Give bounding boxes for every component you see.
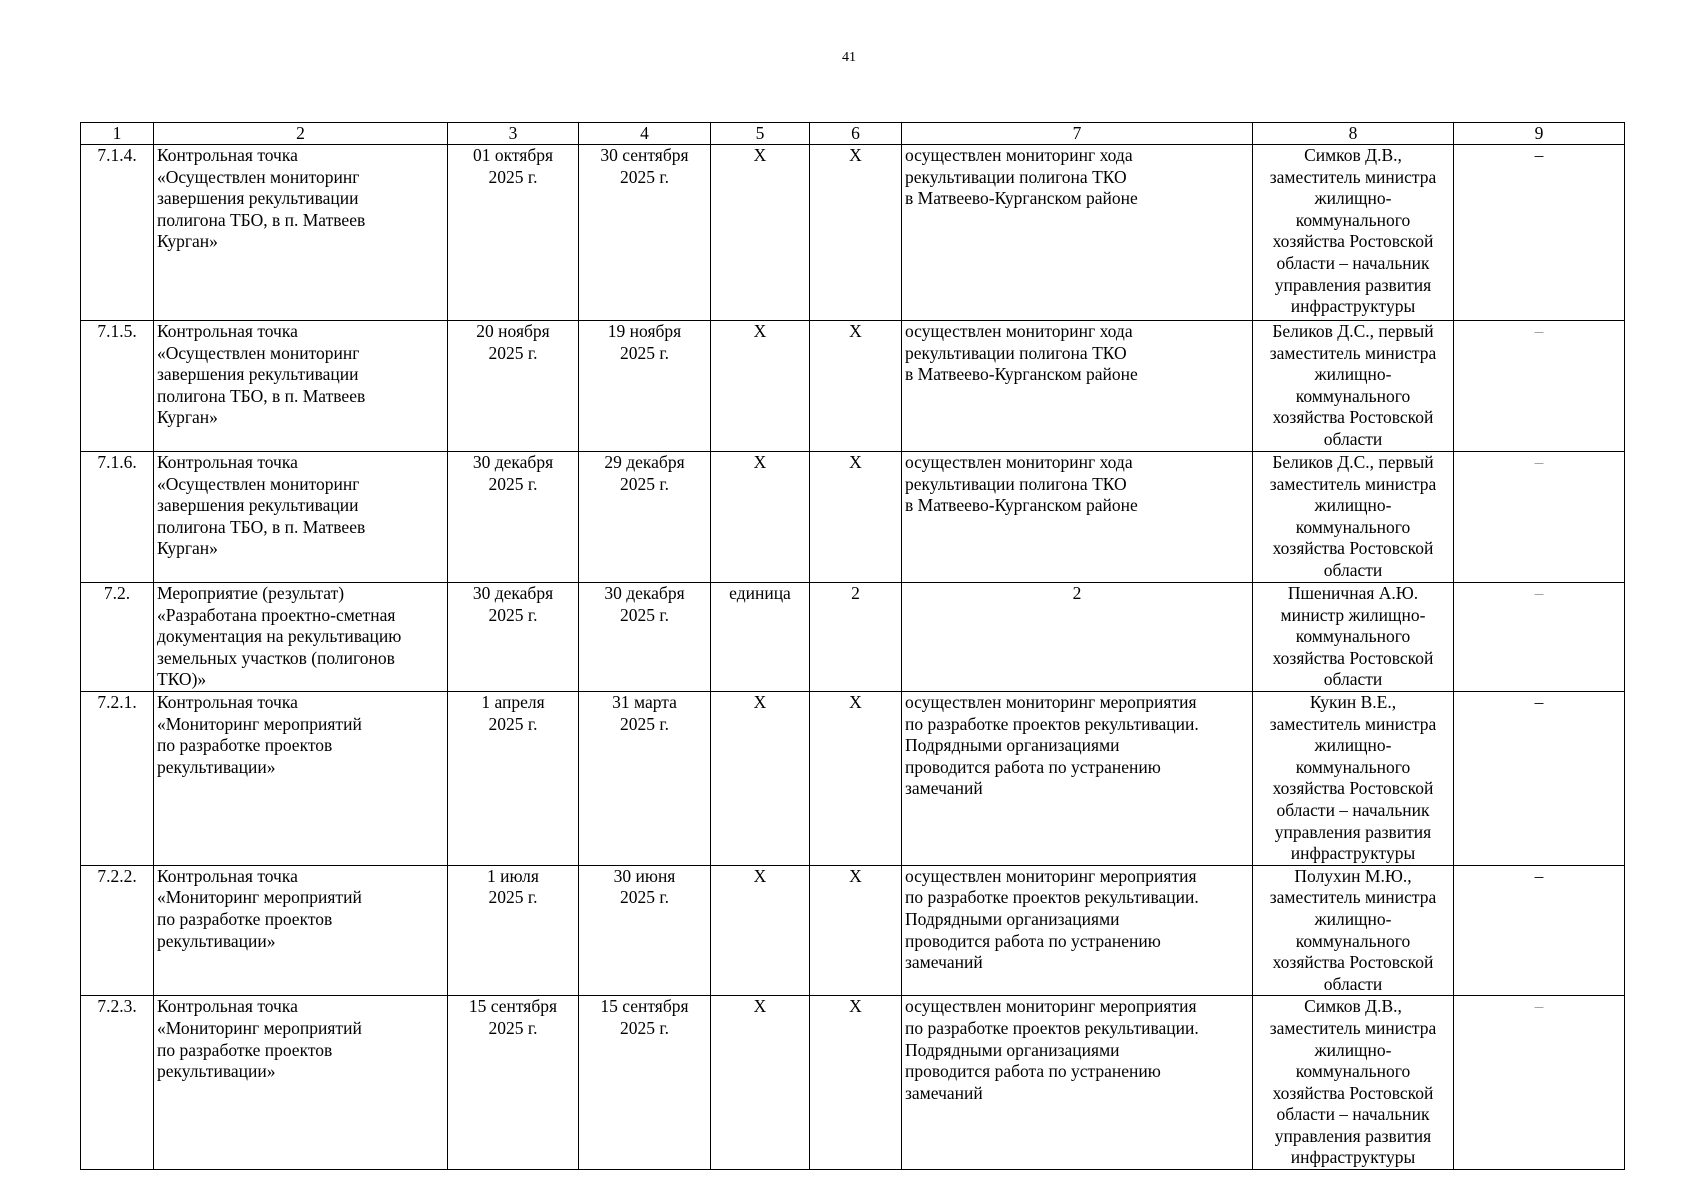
- row-date-start: 30 декабря 2025 г.: [448, 452, 579, 583]
- row-date-end: 31 марта 2025 г.: [579, 692, 711, 866]
- header-cell-5: 5: [711, 123, 810, 145]
- row-date-end: 30 июня 2025 г.: [579, 865, 711, 996]
- table-row: [81, 692, 1625, 866]
- row-number: 7.1.4.: [81, 145, 154, 321]
- table-row: [81, 321, 1625, 452]
- page-number: 41: [842, 50, 856, 65]
- row-date-start: 1 июля 2025 г.: [448, 865, 579, 996]
- row-col5: Х: [711, 321, 810, 452]
- row-date-end: 15 сентября 2025 г.: [579, 996, 711, 1170]
- row-number: 7.1.5.: [81, 321, 154, 452]
- row-col9: –: [1454, 583, 1625, 692]
- row-date-start: 30 декабря 2025 г.: [448, 583, 579, 692]
- row-col7: осуществлен мониторинг мероприятия по разработке проектов рекультивации. Подрядными организациями проводится работа по устранению замечаний: [902, 692, 1253, 866]
- table-row: [81, 452, 1625, 583]
- table-row: [81, 145, 1625, 321]
- table-row: [81, 865, 1625, 996]
- row-col7: осуществлен мониторинг хода рекультивации полигона ТКО в Матвеево-Курганском районе: [902, 452, 1253, 583]
- row-col7: 2: [902, 583, 1253, 692]
- row-number: 7.2.3.: [81, 996, 154, 1170]
- row-name: Контрольная точка «Осуществлен мониторинг завершения рекультивации полигона ТБО, в п. Матвеев Курган»: [154, 145, 448, 321]
- row-date-start: 01 октября 2025 г.: [448, 145, 579, 321]
- row-col9: –: [1454, 145, 1625, 321]
- header-cell-4: 4: [579, 123, 711, 145]
- row-col7: осуществлен мониторинг хода рекультивации полигона ТКО в Матвеево-Курганском районе: [902, 321, 1253, 452]
- header-cell-2: 2: [154, 123, 448, 145]
- row-responsible: Симков Д.В., заместитель министра жилищно- коммунального хозяйства Ростовской области – начальник управления развития инфраструктуры: [1253, 996, 1454, 1170]
- row-col9: –: [1454, 996, 1625, 1170]
- row-date-end: 19 ноября 2025 г.: [579, 321, 711, 452]
- row-name: Контрольная точка «Мониторинг мероприятий по разработке проектов рекультивации»: [154, 996, 448, 1170]
- row-col7: осуществлен мониторинг мероприятия по разработке проектов рекультивации. Подрядными организациями проводится работа по устранению замечаний: [902, 996, 1253, 1170]
- header-cell-3: 3: [448, 123, 579, 145]
- row-unit: единица: [711, 583, 810, 692]
- row-col9: –: [1454, 692, 1625, 866]
- plan-table: [80, 122, 1625, 1170]
- header-cell-1: 1: [81, 123, 154, 145]
- row-date-end: 30 сентября 2025 г.: [579, 145, 711, 321]
- row-col5: Х: [711, 452, 810, 583]
- row-name: Контрольная точка «Осуществлен мониторинг завершения рекультивации полигона ТБО, в п. Матвеев Курган»: [154, 452, 448, 583]
- row-col5: Х: [711, 145, 810, 321]
- row-date-start: 15 сентября 2025 г.: [448, 996, 579, 1170]
- header-cell-8: 8: [1253, 123, 1454, 145]
- row-number: 7.2.: [81, 583, 154, 692]
- row-responsible: Беликов Д.С., первый заместитель министра жилищно- коммунального хозяйства Ростовской области: [1253, 452, 1454, 583]
- row-date-start: 20 ноября 2025 г.: [448, 321, 579, 452]
- row-number: 7.2.2.: [81, 865, 154, 996]
- row-col9: –: [1454, 452, 1625, 583]
- row-col6: 2: [810, 583, 902, 692]
- row-col6: Х: [810, 692, 902, 866]
- row-number: 7.1.6.: [81, 452, 154, 583]
- row-responsible: Беликов Д.С., первый заместитель министра жилищно- коммунального хозяйства Ростовской области: [1253, 321, 1454, 452]
- row-responsible: Симков Д.В., заместитель министра жилищно- коммунального хозяйства Ростовской области – начальник управления развития инфраструктуры: [1253, 145, 1454, 321]
- row-col9: –: [1454, 865, 1625, 996]
- header-cell-9: 9: [1454, 123, 1625, 145]
- table-row: [81, 583, 1625, 692]
- row-responsible: Кукин В.Е., заместитель министра жилищно- коммунального хозяйства Ростовской области – начальник управления развития инфраструктуры: [1253, 692, 1454, 866]
- row-name: Контрольная точка «Мониторинг мероприятий по разработке проектов рекультивации»: [154, 692, 448, 866]
- row-col6: Х: [810, 865, 902, 996]
- row-name: Контрольная точка «Осуществлен мониторинг завершения рекультивации полигона ТБО, в п. Матвеев Курган»: [154, 321, 448, 452]
- row-col7: осуществлен мониторинг хода рекультивации полигона ТКО в Матвеево-Курганском районе: [902, 145, 1253, 321]
- row-col6: Х: [810, 145, 902, 321]
- row-name: Контрольная точка «Мониторинг мероприятий по разработке проектов рекультивации»: [154, 865, 448, 996]
- row-responsible: Пшеничная А.Ю. министр жилищно- коммунального хозяйства Ростовской области: [1253, 583, 1454, 692]
- header-cell-6: 6: [810, 123, 902, 145]
- row-date-end: 29 декабря 2025 г.: [579, 452, 711, 583]
- table-header-row: [81, 123, 1625, 145]
- row-date-end: 30 декабря 2025 г.: [579, 583, 711, 692]
- header-cell-7: 7: [902, 123, 1253, 145]
- row-col5: Х: [711, 865, 810, 996]
- row-col6: Х: [810, 452, 902, 583]
- row-col5: Х: [711, 692, 810, 866]
- table-row: [81, 996, 1625, 1170]
- row-col9: –: [1454, 321, 1625, 452]
- row-col5: Х: [711, 996, 810, 1170]
- row-responsible: Полухин М.Ю., заместитель министра жилищно- коммунального хозяйства Ростовской области: [1253, 865, 1454, 996]
- row-number: 7.2.1.: [81, 692, 154, 866]
- row-col6: Х: [810, 321, 902, 452]
- row-col7: осуществлен мониторинг мероприятия по разработке проектов рекультивации. Подрядными организациями проводится работа по устранению замечаний: [902, 865, 1253, 996]
- row-col6: Х: [810, 996, 902, 1170]
- row-date-start: 1 апреля 2025 г.: [448, 692, 579, 866]
- row-name: Мероприятие (результат) «Разработана проектно-сметная документация на рекультивацию земельных участков (полигонов ТКО)»: [154, 583, 448, 692]
